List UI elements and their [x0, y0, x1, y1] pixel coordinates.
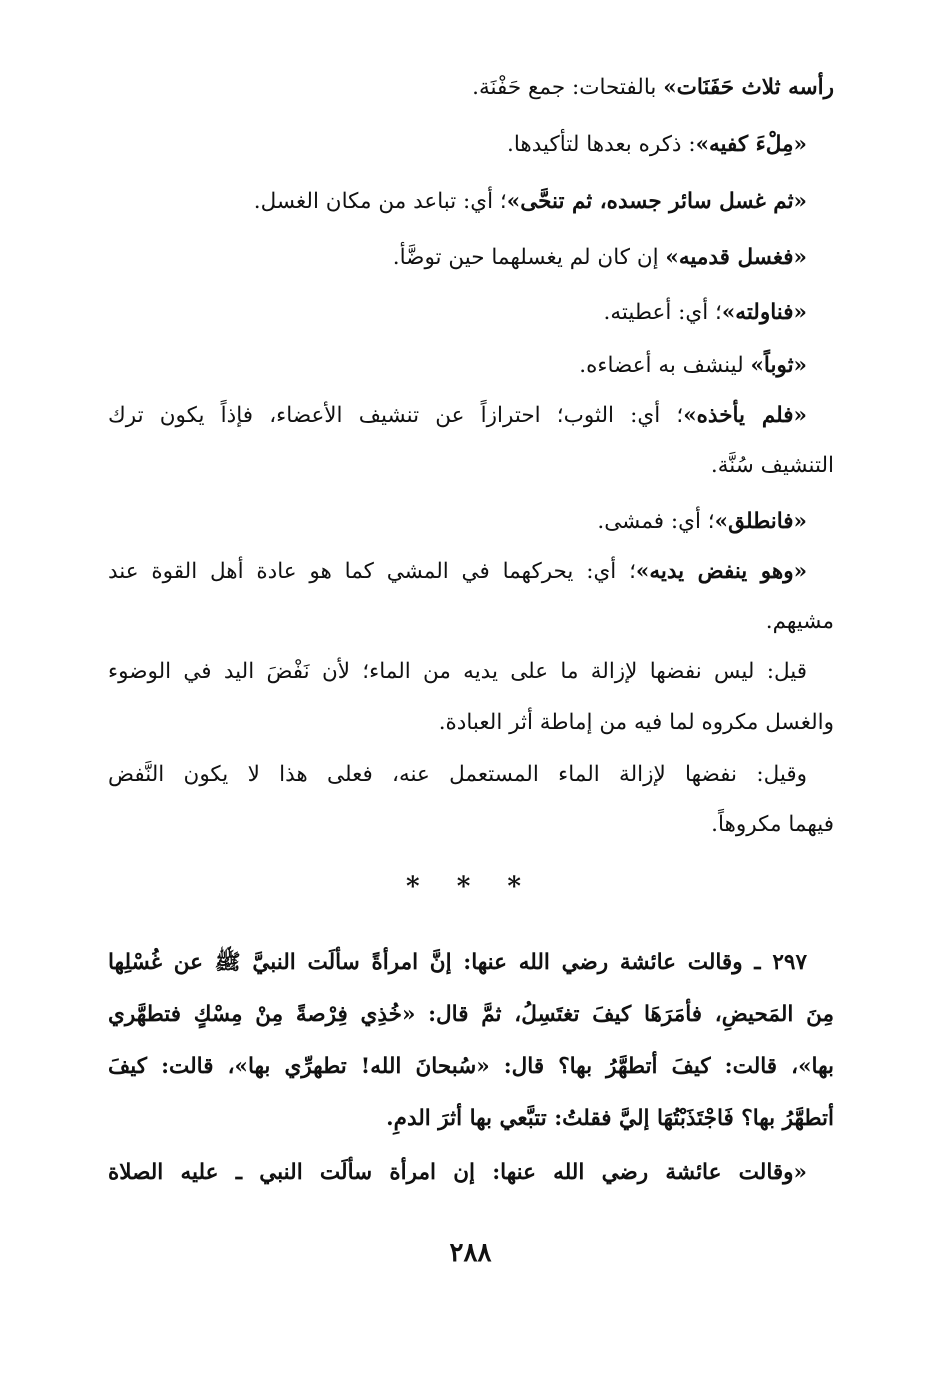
bold-term: «فلم يأخذه» — [683, 403, 807, 428]
line-text: مشيهم. — [765, 609, 834, 634]
line-text: وقيل: نفضها لإزالة الماء المستعمل عنه، فعلى هذا لا يكون النَّفض — [108, 762, 807, 787]
text-line — [393, 243, 807, 273]
line-text: ؛ أي: تباعد من مكان الغسل. — [253, 189, 507, 214]
hadith-line — [108, 1158, 807, 1188]
text-line — [711, 810, 834, 840]
line-text: ٢٩٧ ـ وقالت عائشة رضي الله عنها: إنَّ امرأةً سألَت النبيَّ ﷺ عن غُسْلِها — [108, 950, 807, 975]
line-text: لينشف به أعضاءه. — [579, 353, 751, 378]
section-separator: * * * — [406, 872, 535, 902]
hadith-line — [386, 1104, 834, 1134]
text-line — [597, 507, 807, 537]
hadith-line — [108, 948, 807, 978]
line-text: ؛ أي: فمشى. — [597, 509, 715, 534]
line-text: أتطهَّرُ بها؟ فَاجْتَذَبْتُهَا إليَّ فقلتُ: تتبَّعي بها أثرَ الدمِ. — [386, 1106, 834, 1131]
line-text: ؛ أي: الثوب؛ احترازاً عن تنشيف الأعضاء، فإذاً يكون ترك — [108, 403, 684, 428]
text-line — [472, 73, 834, 103]
line-text: بالفتحات: جمع حَفْنَة. — [472, 75, 664, 100]
bold-term: «فغسل قدميه» — [665, 245, 807, 270]
line-text: بها»، قالت: كيفَ أتطهَّرُ بها؟ قال: «سُبحانَ الله! تطهرِّي بها»، قالت: كيفَ — [108, 1054, 834, 1079]
text-line — [711, 451, 834, 481]
line-text: «وقالت عائشة رضي الله عنها: إن امرأة سألَت النبي ـ عليه الصلاة — [108, 1160, 807, 1185]
bold-term: «ثم غسل سائر جسده، ثم تنحَّى» — [506, 189, 807, 214]
hadith-line — [108, 1000, 834, 1030]
text-line — [579, 351, 807, 381]
bold-term: «وهو ينفض يديه» — [635, 559, 808, 584]
line-text: التنشيف سُنَّة. — [710, 453, 834, 478]
text-line — [254, 187, 807, 217]
page-number: ٢٨٨ — [449, 1238, 492, 1268]
text-line — [439, 708, 834, 738]
text-line — [507, 130, 807, 160]
bold-term: رأسه ثلاث حَفَنَات» — [663, 75, 834, 100]
text-line — [766, 607, 834, 637]
bold-term: «مِلْءَ كفيه» — [695, 132, 807, 157]
line-text: قيل: ليس نفضها لإزالة ما على يديه من الماء؛ لأن نَفْضَ اليد في الوضوء — [108, 659, 807, 684]
line-text: إن كان لم يغسلهما حين توضَّأ. — [392, 245, 666, 270]
bold-term: «فناولته» — [721, 300, 807, 325]
text-line — [604, 298, 807, 328]
line-text: والغسل مكروه لما فيه من إماطة أثر العبادة. — [438, 710, 834, 735]
bold-term: «ثوباً» — [750, 353, 807, 378]
text-line — [108, 760, 807, 790]
line-text: ؛ أي: أعطيته. — [603, 300, 722, 325]
line-text: فيهما مكروهاً. — [711, 812, 834, 837]
text-line — [108, 557, 807, 587]
hadith-line — [108, 1052, 834, 1082]
line-text: : ذكره بعدها لتأكيدها. — [507, 132, 696, 157]
text-line — [108, 657, 807, 687]
text-line — [108, 401, 807, 431]
bold-term: «فانطلق» — [714, 509, 807, 534]
line-text: ؛ أي: يحركهما في المشي كما هو عادة أهل القوة عند — [108, 559, 636, 584]
line-text: مِنَ المَحيضِ، فأمَرَهَا كيفَ تغتَسِلُ، ثمَّ قال: «خُذِي فِرْصةً مِنْ مِسْكٍ فتطهَّري — [108, 1002, 834, 1027]
